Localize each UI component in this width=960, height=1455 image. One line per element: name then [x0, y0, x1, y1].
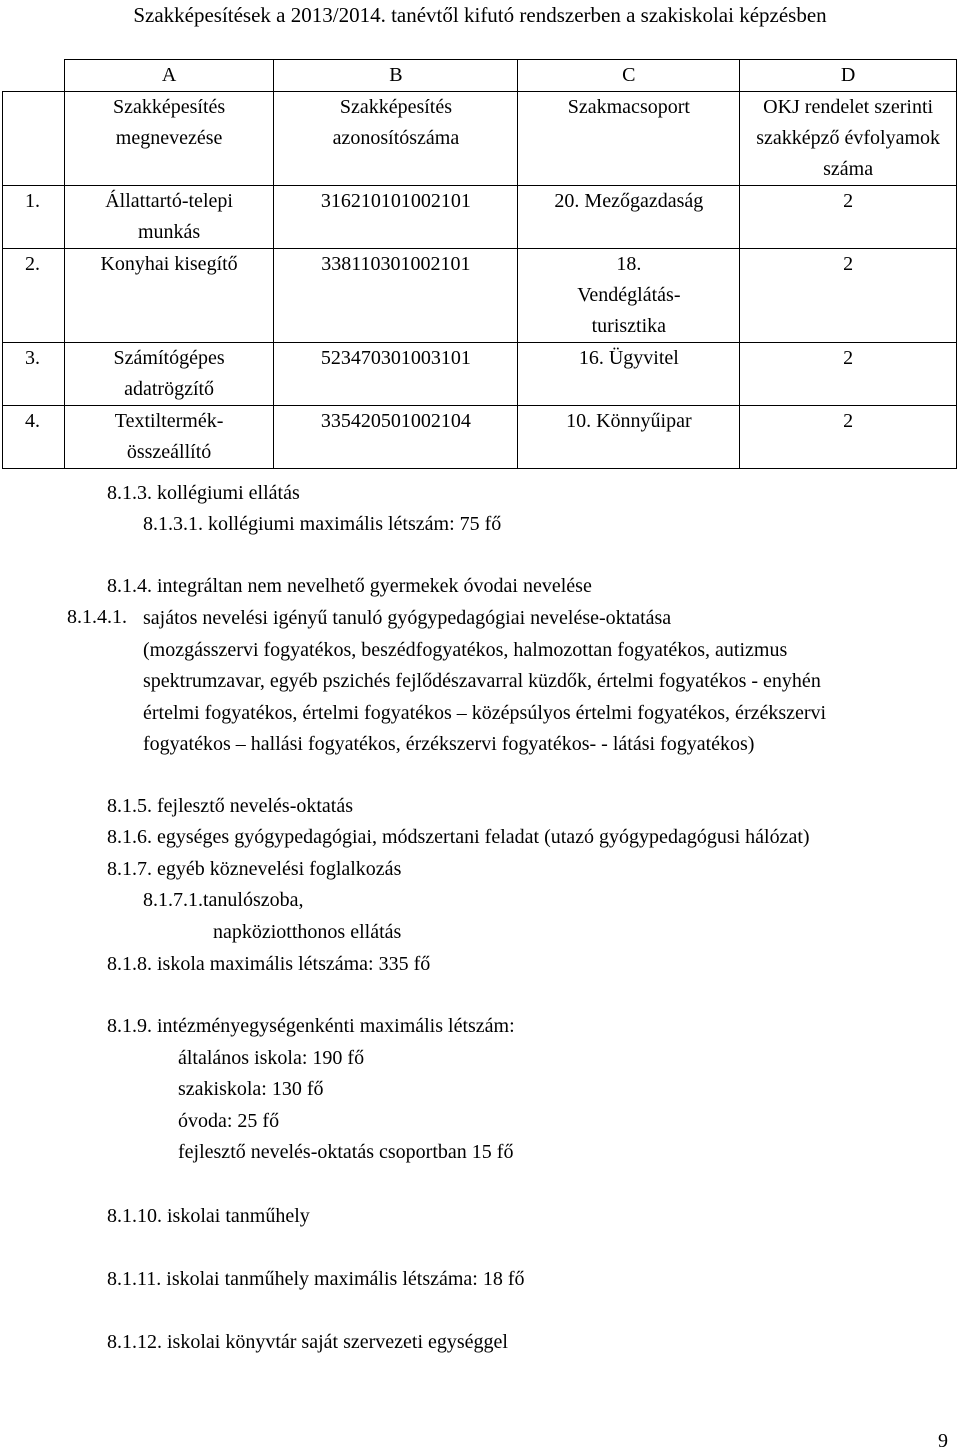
row-number: 2.: [3, 249, 65, 343]
qualification-id-text: 338110301002101: [321, 253, 471, 275]
running-header: Szakképesítések a 2013/2014. tanévtől kifutó rendszerben a szakiskolai képzésben: [133, 3, 827, 27]
qualification-id: [274, 186, 518, 249]
section-8-1-5: 8.1.5. fejlesztő nevelés-oktatás: [107, 795, 354, 817]
qualification-group: 20. Mezőgazdaság: [518, 186, 740, 249]
header-id: Szakképesítés azonosítószáma: [274, 92, 518, 186]
header-years: OKJ rendelet szerinti szakképző évfolyamok száma: [740, 92, 957, 186]
col-letter-c: C: [518, 60, 740, 92]
qualification-years: 2: [740, 186, 957, 249]
section-8-1-4: 8.1.4. integráltan nem nevelhető gyermekek óvodai nevelése: [107, 575, 592, 597]
table-row: [3, 249, 957, 343]
section-8-1-9: 8.1.9. intézményegységenkénti maximális létszám:: [107, 1015, 515, 1037]
qualification-group: 18. Vendéglátás-turisztika: [518, 249, 740, 343]
paragraph-line: (mozgásszervi fogyatékos, beszédfogyatékos, halmozottan fogyatékos, autizmus: [143, 638, 788, 661]
table-row: [3, 406, 957, 469]
capacity-line: szakiskola: 130 fő: [178, 1078, 324, 1100]
qualification-id: [274, 249, 518, 343]
paragraph-line: spektrumzavar, egyéb pszichés fejlődészavarral küzdők, értelmi fogyatékos - enyhén: [143, 670, 821, 692]
col-letter-a: A: [64, 60, 274, 92]
capacity-line: óvoda: 25 fő: [178, 1110, 280, 1132]
col-letter-d: D: [740, 60, 957, 92]
section-8-1-10: 8.1.10. iskolai tanműhely: [107, 1205, 310, 1227]
section-8-1-12: 8.1.12. iskolai könyvtár saját szervezeti egységgel: [107, 1331, 508, 1353]
capacity-line: általános iskola: 190 fő: [178, 1047, 365, 1069]
section-8-1-3: 8.1.3. kollégiumi ellátás: [107, 482, 300, 504]
qualification-id-text: 335420501002104: [320, 410, 471, 432]
row-number: 3.: [3, 343, 65, 406]
header-group: Szakmacsoport: [518, 92, 740, 186]
qualification-name: Számítógépes adatrögzítő: [64, 343, 274, 406]
qualification-name: Konyhai kisegítő: [64, 249, 274, 343]
section-8-1-7-1-cont: napköziotthonos ellátás: [213, 921, 402, 943]
qualification-id-text: 316210101002101: [320, 190, 471, 212]
section-8-1-3-1: 8.1.3.1. kollégiumi maximális létszám: 75 fő: [143, 513, 502, 535]
row-number: 4.: [3, 406, 65, 469]
section-8-1-7: 8.1.7. egyéb köznevelési foglalkozás: [107, 858, 402, 880]
qualification-name: Állattartó-telepi munkás: [64, 186, 274, 249]
qualification-years: 2: [740, 249, 957, 343]
column-letters-row: [3, 60, 957, 92]
paragraph-line: fogyatékos – hallási fogyatékos, érzékszervi fogyatékos- - látási fogyatékos): [143, 733, 755, 755]
qualification-id: [274, 343, 518, 406]
empty-cell: [3, 60, 65, 92]
qualification-id: [274, 406, 518, 469]
row-number: 1.: [3, 186, 65, 249]
header-row: [3, 92, 957, 186]
section-8-1-8: 8.1.8. iskola maximális létszáma: 335 fő: [107, 953, 431, 975]
qualifications-table: [2, 59, 957, 469]
paragraph-line: értelmi fogyatékos, értelmi fogyatékos – középsúlyos értelmi fogyatékos, érzékszervi: [143, 701, 827, 724]
section-8-1-11: 8.1.11. iskolai tanműhely maximális létszáma: 18 fő: [107, 1268, 525, 1290]
paragraph-line: sajátos nevelési igényű tanuló gyógypedagógiai nevelése-oktatása: [143, 607, 672, 629]
header-name: Szakképesítés megnevezése: [64, 92, 274, 186]
qualification-years: 2: [740, 406, 957, 469]
section-8-1-7-1: 8.1.7.1.tanulószoba,: [143, 889, 304, 911]
qualification-id-text: 523470301003101: [320, 347, 471, 369]
section-8-1-4-1-number: 8.1.4.1.: [67, 606, 127, 628]
page-number: 9: [938, 1430, 948, 1452]
section-8-1-6: 8.1.6. egységes gyógypedagógiai, módszertani feladat (utazó gyógypedagógusi hálózat): [107, 826, 810, 848]
qualification-group: 10. Könnyűipar: [518, 406, 740, 469]
empty-cell: [3, 92, 65, 186]
section-8-1-4-1-text: [143, 603, 958, 761]
qualification-name: Textiltermék-összeállító: [64, 406, 274, 469]
table-row: [3, 186, 957, 249]
qualification-years: 2: [740, 343, 957, 406]
table-row: [3, 343, 957, 406]
qualification-group: 16. Ügyvitel: [518, 343, 740, 406]
col-letter-b: B: [274, 60, 518, 92]
capacity-line: fejlesztő nevelés-oktatás csoportban 15 fő: [178, 1141, 514, 1163]
